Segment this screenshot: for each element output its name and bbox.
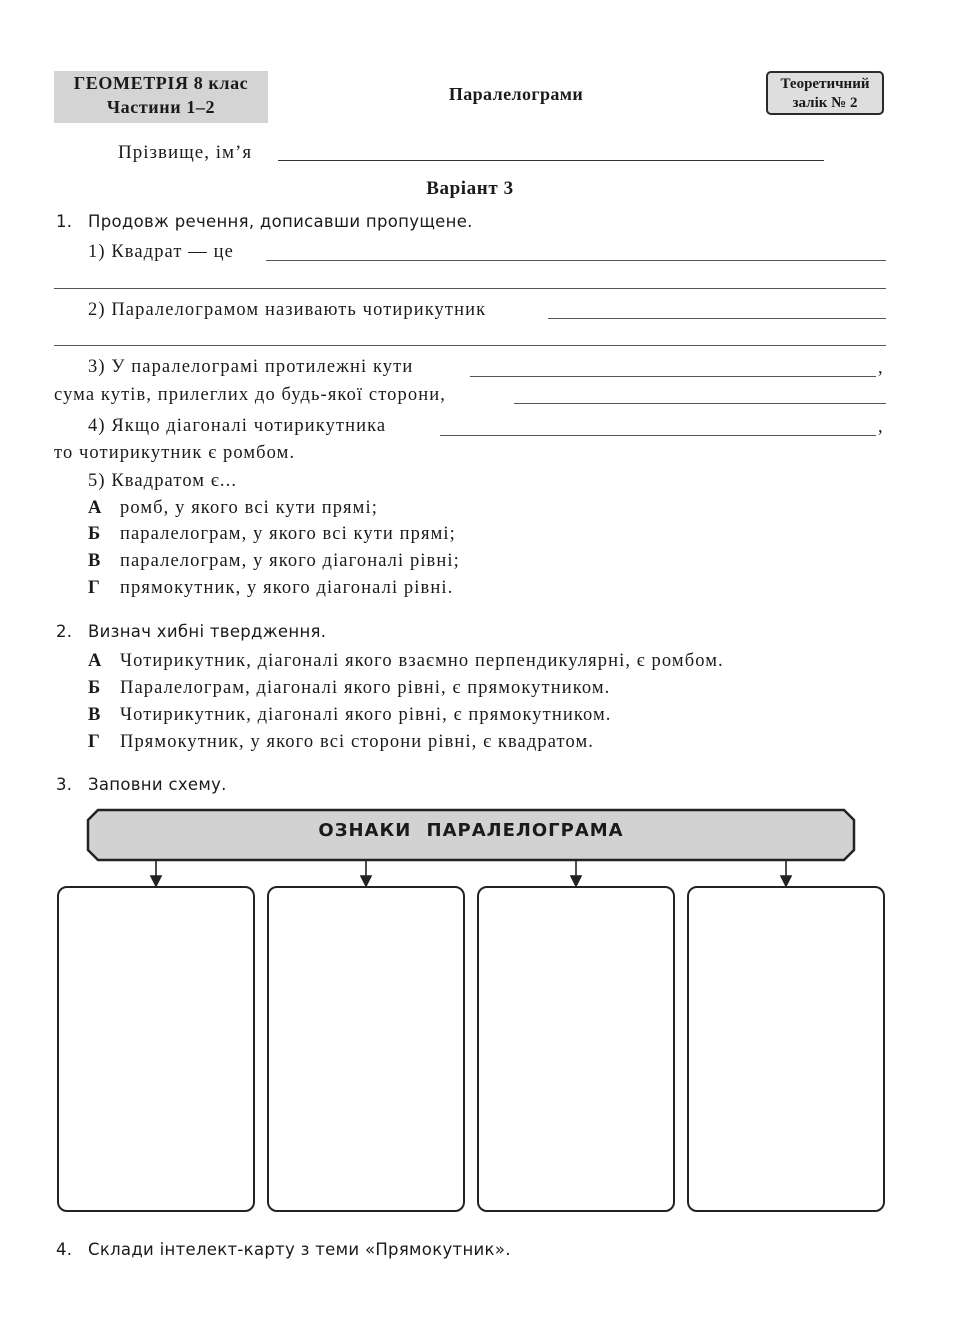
variant-title: Варіант 3 (426, 178, 514, 199)
option-text: прямокутник, у якого діагоналі рівні. (120, 578, 454, 598)
task-1-item-1: 1) Квадрат — це (88, 242, 234, 262)
option-letter: В (88, 551, 102, 571)
task-1-item-3-continuation: сума кутів, прилеглих до будь-якої сторони, (54, 385, 446, 405)
task-2-number: 2. (56, 622, 73, 641)
option-text: Чотирикутник, діагоналі якого взаємно перпендикулярні, є ромбом. (120, 651, 724, 671)
scheme-title: ОЗНАКИ ПАРАЛЕЛОГРАМА (318, 820, 624, 841)
task-4-number: 4. (56, 1240, 73, 1259)
option-text: ромб, у якого всі кути прямі; (120, 498, 378, 518)
option-letter: Г (88, 578, 101, 598)
task-1-item-5: 5) Квадратом є... (88, 471, 238, 491)
option-text: паралелограм, у якого всі кути прямі; (120, 524, 456, 544)
task-1-item-4: 4) Якщо діагоналі чотирикутника (88, 416, 387, 436)
subject-line-2: Частини 1–2 (106, 97, 216, 117)
option-letter: А (88, 498, 103, 518)
task-3-number: 3. (56, 775, 73, 794)
task-1-number: 1. (56, 212, 73, 231)
task-1-item-4-continuation: то чотирикутник є ромбом. (54, 443, 296, 463)
task-4-title: Склади інтелект-карту з теми «Прямокутник». (88, 1240, 511, 1259)
option-letter: В (88, 705, 102, 725)
subject-line-1: ГЕОМЕТРІЯ 8 клас (73, 73, 249, 93)
option-text: Прямокутник, у якого всі сторони рівні, є квадратом. (120, 732, 595, 752)
option-letter: Г (88, 732, 101, 752)
task-2-title: Визнач хибні твердження. (88, 622, 327, 641)
name-label: Прізвище, ім’я (118, 142, 253, 163)
scheme-box-4[interactable] (687, 886, 885, 1212)
option-text: Чотирикутник, діагоналі якого рівні, є прямокутником. (120, 705, 612, 725)
option-letter: Б (88, 678, 102, 698)
scheme-box-1[interactable] (57, 886, 255, 1212)
task-1-item-3: 3) У паралелограмі протилежні кути (88, 357, 414, 377)
option-letter: Б (88, 524, 102, 544)
arrow-head-2 (361, 876, 371, 886)
option-letter: А (88, 651, 103, 671)
arrow-head-3 (571, 876, 581, 886)
arrow-head-4 (781, 876, 791, 886)
comma: , (878, 417, 884, 437)
option-text: Паралелограм, діагоналі якого рівні, є прямокутником. (120, 678, 611, 698)
arrow-head-1 (151, 876, 161, 886)
topic-title: Паралелограми (448, 84, 584, 104)
badge-line-2: залік № 2 (792, 95, 858, 111)
task-1-title: Продовж речення, дописавши пропущене. (88, 212, 473, 231)
scheme-box-3[interactable] (477, 886, 675, 1212)
task-1-item-2: 2) Паралелограмом називають чотирикутник (88, 300, 487, 320)
option-text: паралелограм, у якого діагоналі рівні; (120, 551, 460, 571)
scheme-box-2[interactable] (267, 886, 465, 1212)
task-3-title: Заповни схему. (88, 775, 227, 794)
comma: , (878, 358, 884, 378)
badge-line-1: Теоретичний (780, 76, 870, 92)
